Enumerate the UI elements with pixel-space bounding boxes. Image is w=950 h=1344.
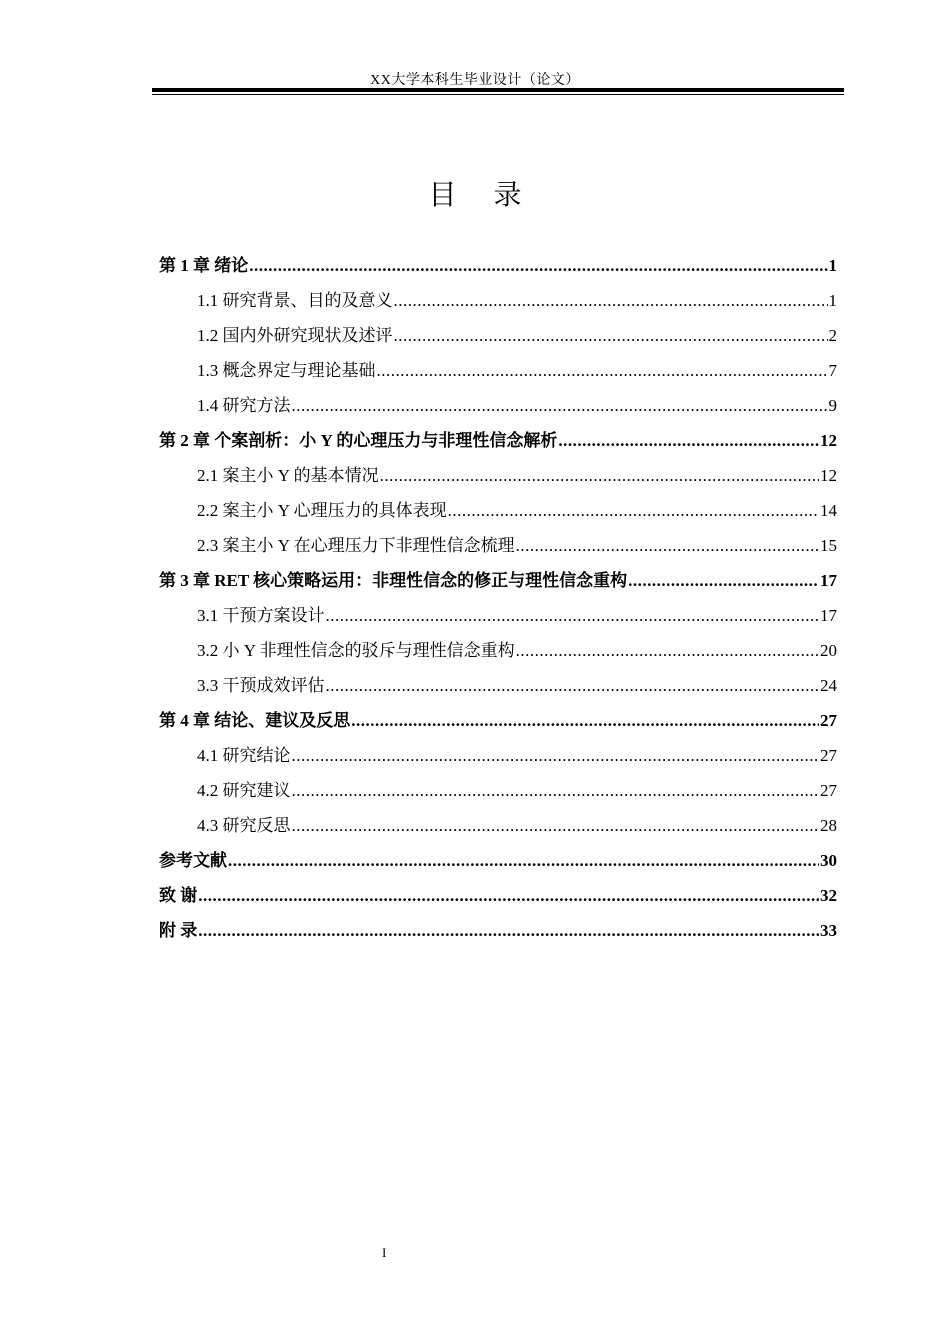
- toc-entry-label: 4.1 研究结论: [197, 746, 291, 765]
- toc-entry-label: 2.1 案主小 Y 的基本情况: [197, 466, 379, 485]
- toc-entry-page-number: 27: [820, 711, 837, 730]
- toc-entry-label: 1.2 国内外研究现状及述评: [197, 326, 393, 345]
- toc-entry-page-number: 24: [820, 676, 837, 695]
- toc-entry-label: 2.2 案主小 Y 心理压力的具体表现: [197, 501, 447, 520]
- toc-entry-label: 1.1 研究背景、目的及意义: [197, 291, 393, 310]
- toc-entry-page-number: 15: [820, 536, 837, 555]
- toc-entry-label: 第 3 章 RET 核心策略运用：非理性信念的修正与理性信念重构: [159, 571, 628, 590]
- toc-entry-page-number: 33: [820, 921, 837, 940]
- toc-entry-section[interactable]: [159, 458, 837, 493]
- toc-entry-label: 3.3 干预成效评估: [197, 676, 325, 695]
- toc-dot-leader: [558, 423, 819, 458]
- toc-entry-label: 致 谢: [159, 886, 198, 905]
- toc-entry-section[interactable]: [159, 388, 837, 423]
- toc-dot-leader: [394, 283, 828, 318]
- toc-entry-label: 1.3 概念界定与理论基础: [197, 361, 376, 380]
- toc-dot-leader: [198, 878, 819, 913]
- toc-entry-chapter[interactable]: [159, 843, 837, 878]
- toc-entry-page-number: 1: [828, 291, 837, 310]
- toc-dot-leader: [198, 913, 819, 948]
- toc-dot-leader: [516, 633, 819, 668]
- toc-title: 目 录: [428, 178, 536, 211]
- toc-entry-chapter[interactable]: [159, 703, 837, 738]
- toc-entry-page-number: 27: [820, 746, 837, 765]
- toc-entry-page-number: 9: [828, 396, 837, 415]
- toc-entry-label: 参考文献: [159, 851, 227, 870]
- toc-entry-page-number: 7: [828, 361, 837, 380]
- toc-entry-label: 3.1 干预方案设计: [197, 606, 325, 625]
- toc-dot-leader: [377, 353, 828, 388]
- toc-entry-page-number: 28: [820, 816, 837, 835]
- toc-entry-section[interactable]: [159, 493, 837, 528]
- toc-dot-leader: [249, 248, 827, 283]
- toc-dot-leader: [516, 528, 819, 563]
- toc-entry-label: 4.2 研究建议: [197, 781, 291, 800]
- toc-entry-section[interactable]: [159, 528, 837, 563]
- toc-dot-leader: [326, 668, 820, 703]
- toc-entry-section[interactable]: [159, 738, 837, 773]
- toc-entry-section[interactable]: [159, 668, 837, 703]
- toc-entry-section[interactable]: [159, 318, 837, 353]
- toc-entry-page-number: 14: [820, 501, 837, 520]
- toc-entry-label: 1.4 研究方法: [197, 396, 291, 415]
- toc-entry-label: 附 录: [159, 921, 198, 940]
- toc-entry-label: 第 2 章 个案剖析：小 Y 的心理压力与非理性信念解析: [159, 431, 558, 450]
- toc-dot-leader: [228, 843, 819, 878]
- toc-dot-leader: [292, 388, 828, 423]
- header-rule-thick: [152, 88, 844, 92]
- toc-dot-leader: [292, 808, 820, 843]
- toc-entry-page-number: 12: [820, 466, 837, 485]
- toc-entry-chapter[interactable]: [159, 423, 837, 458]
- toc-dot-leader: [448, 493, 819, 528]
- toc-dot-leader: [351, 703, 819, 738]
- toc-entry-label: 第 1 章 绪论: [159, 256, 249, 275]
- footer-page-number: I: [382, 1245, 387, 1260]
- toc-entry-page-number: 17: [820, 571, 837, 590]
- toc-entry-page-number: 20: [820, 641, 837, 660]
- toc-entry-label: 4.3 研究反思: [197, 816, 291, 835]
- toc-entry-chapter[interactable]: [159, 913, 837, 948]
- toc-entry-page-number: 2: [828, 326, 837, 345]
- toc-entry-chapter[interactable]: [159, 878, 837, 913]
- toc-entry-section[interactable]: [159, 283, 837, 318]
- toc-entry-section[interactable]: [159, 773, 837, 808]
- toc-entry-section[interactable]: [159, 808, 837, 843]
- toc-entry-section[interactable]: [159, 598, 837, 633]
- toc-dot-leader: [326, 598, 820, 633]
- toc-dot-leader: [380, 458, 819, 493]
- toc-entry-page-number: 27: [820, 781, 837, 800]
- running-header: XX大学本科生毕业设计（论文）: [370, 73, 580, 88]
- toc-dot-leader: [628, 563, 819, 598]
- toc-entry-page-number: 1: [828, 256, 837, 275]
- toc-entry-page-number: 17: [820, 606, 837, 625]
- toc-entry-label: 2.3 案主小 Y 在心理压力下非理性信念梳理: [197, 536, 515, 555]
- toc-entry-section[interactable]: [159, 633, 837, 668]
- toc-entry-label: 第 4 章 结论、建议及反思: [159, 711, 351, 730]
- toc-entry-label: 3.2 小 Y 非理性信念的驳斥与理性信念重构: [197, 641, 515, 660]
- table-of-contents: [159, 248, 837, 948]
- toc-dot-leader: [394, 318, 828, 353]
- header-rule-thin: [152, 94, 844, 95]
- toc-entry-chapter[interactable]: [159, 248, 837, 283]
- toc-entry-chapter[interactable]: [159, 563, 837, 598]
- toc-entry-page-number: 30: [820, 851, 837, 870]
- toc-dot-leader: [292, 773, 820, 808]
- toc-dot-leader: [292, 738, 820, 773]
- toc-entry-page-number: 32: [820, 886, 837, 905]
- toc-entry-page-number: 12: [820, 431, 837, 450]
- toc-entry-section[interactable]: [159, 353, 837, 388]
